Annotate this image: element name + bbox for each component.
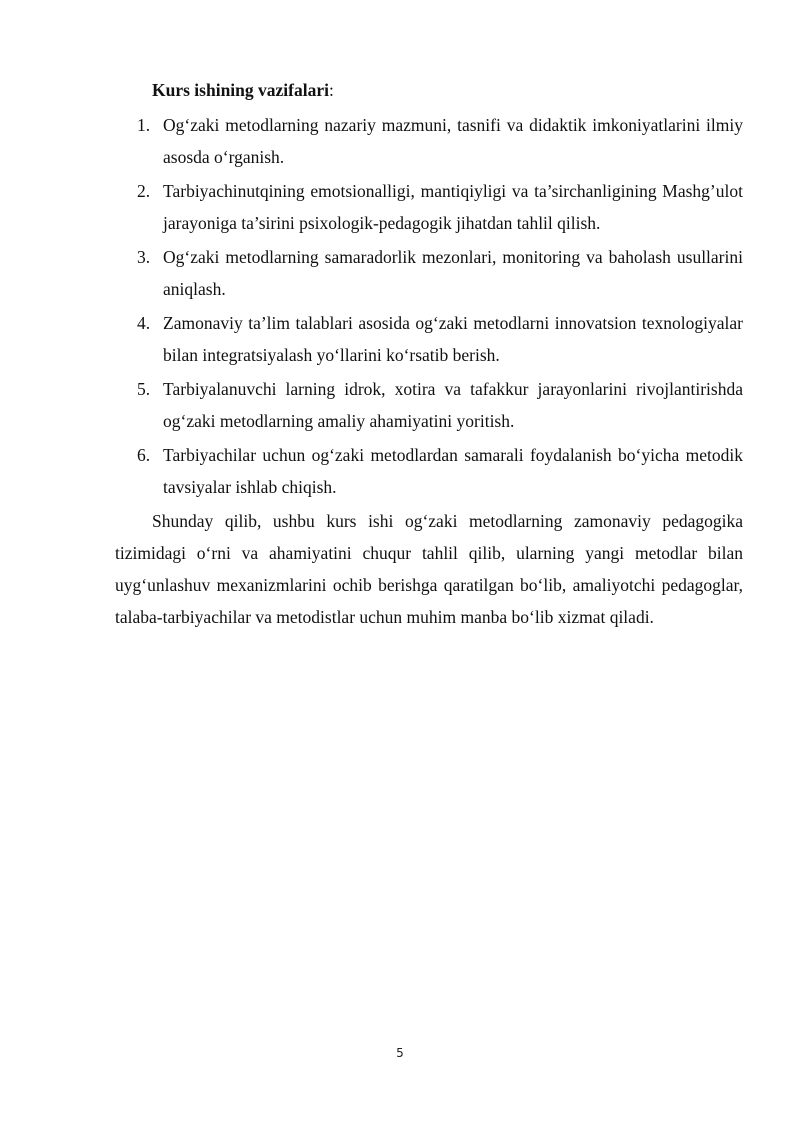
list-item — [115, 175, 743, 239]
page-content — [115, 77, 743, 633]
list-item-number: 1. — [137, 115, 151, 135]
list-item-number: 3. — [137, 247, 151, 267]
list-item-number: 6. — [137, 445, 151, 465]
list-item — [115, 439, 743, 503]
list-item-number: 4. — [137, 313, 151, 333]
list-item-number: 5. — [137, 379, 151, 399]
list-item-text: Og‘zaki metodlarning samaradorlik mezonlari, monitoring va baholash usullarini aniqlash. — [163, 247, 743, 299]
task-list — [115, 109, 743, 503]
section-heading-colon: : — [328, 80, 334, 100]
list-item-text: Zamonaviy ta’lim talablari asosida og‘zaki metodlarni innovatsion texnologiyalar bilan integratsiyalash yo‘llarini ko‘rsatib berish. — [163, 313, 743, 365]
list-item — [115, 109, 743, 173]
list-item — [115, 373, 743, 437]
list-item-text: Tarbiyalanuvchi larning idrok, xotira va tafakkur jarayonlarini rivojlantirishda og‘zaki metodlarning amaliy ahamiyatini yoritish. — [163, 379, 743, 431]
section-heading — [115, 77, 743, 103]
list-item — [115, 241, 743, 305]
page-number: 5 — [396, 1046, 404, 1060]
section-heading-title: Kurs ishining vazifalari — [152, 80, 329, 100]
list-item-text: Tarbiyachilar uchun og‘zaki metodlardan samarali foydalanish bo‘yicha metodik tavsiyalar ishlab chiqish. — [163, 445, 743, 497]
list-item — [115, 307, 743, 371]
list-item-text: Og‘zaki metodlarning nazariy mazmuni, tasnifi va didaktik imkoniyatlarini ilmiy asosda o‘rganish. — [163, 115, 743, 167]
conclusion-paragraph: Shunday qilib, ushbu kurs ishi og‘zaki metodlarning zamonaviy pedagogika tizimidagi o‘rni va ahamiyatini chuqur tahlil qilib, ularning yangi metodlar bilan uyg‘unlashuv mexanizmlarini ochib berishga qaratilgan bo‘lib, amaliyotchi pedagoglar, talaba-tarbiyachilar va metodistlar uchun muhim manba bo‘lib xizmat qiladi. — [115, 511, 743, 627]
list-item-number: 2. — [137, 181, 151, 201]
list-item-text: Tarbiyachinutqining emotsionalligi, mantiqiyligi va ta’sirchanligining Mashg’ulot jarayoniga ta’sirini psixologik-pedagogik jihatdan tahlil qilish. — [163, 181, 743, 233]
